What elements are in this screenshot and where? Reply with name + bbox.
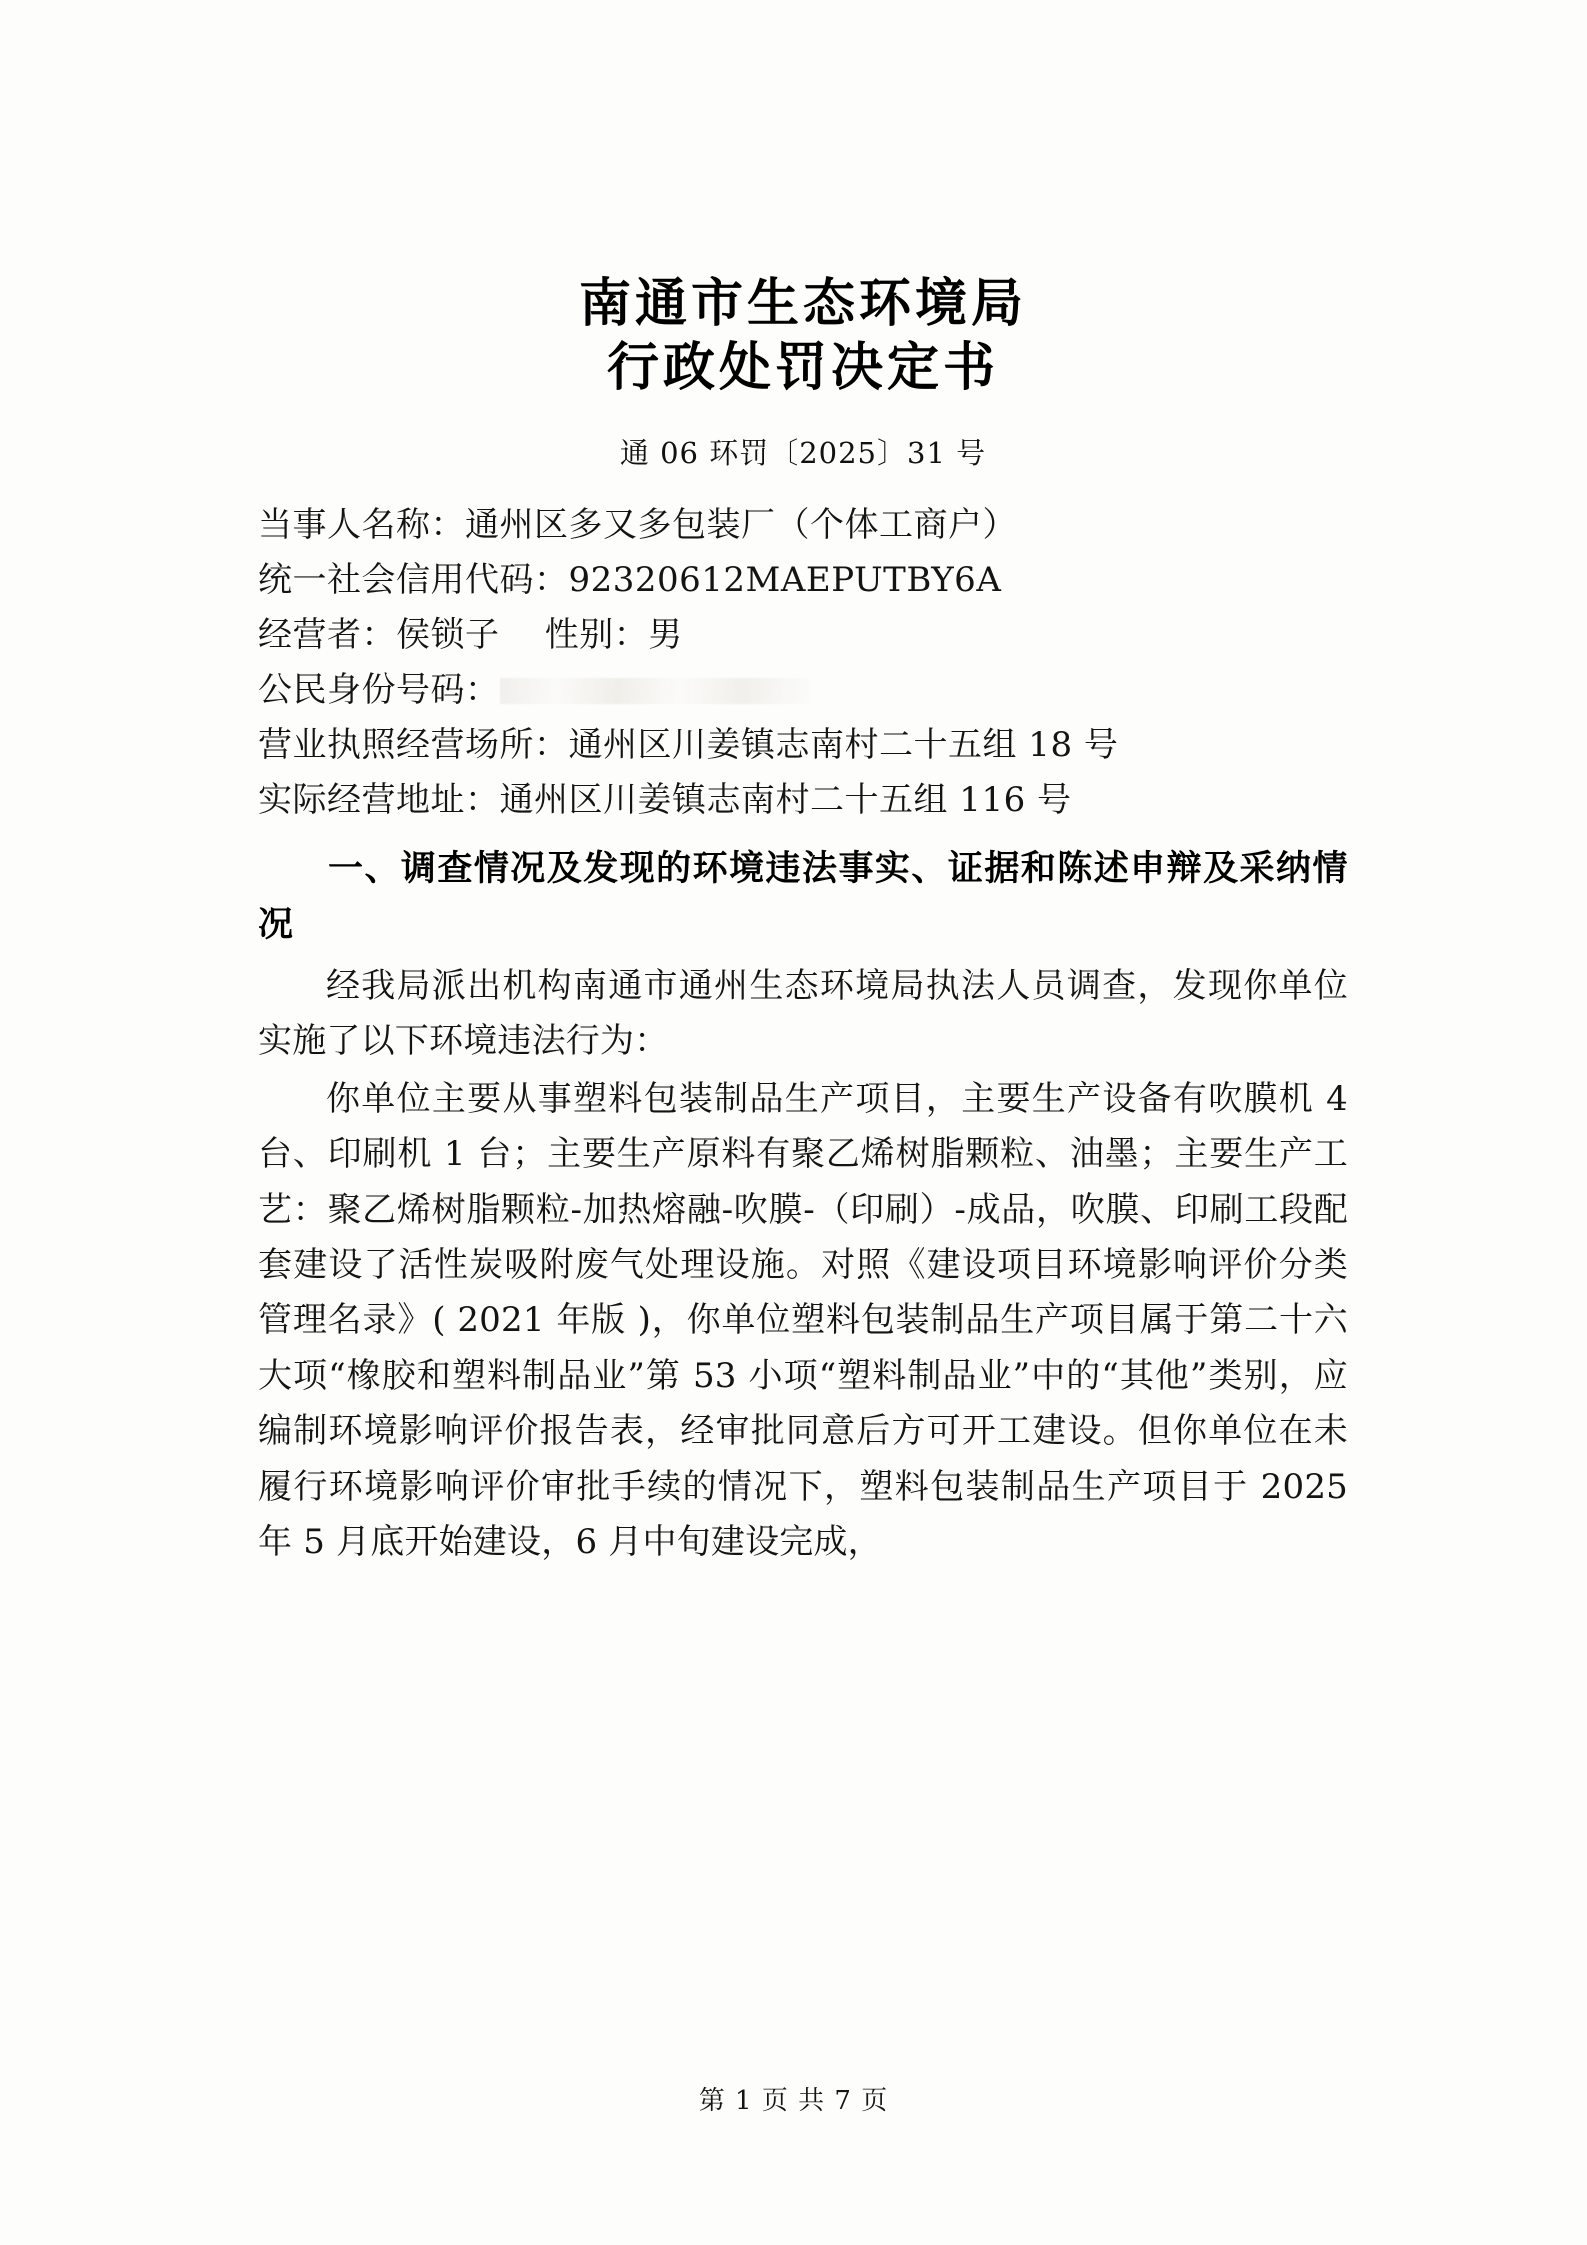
document-title-block xyxy=(258,272,1348,401)
issuer-title: 南通市生态环境局 xyxy=(578,273,1027,334)
page-footer xyxy=(0,2080,1587,2117)
section-one-heading: 一、调查情况及发现的环境违法事实、证据和陈述申辩及采纳情况 xyxy=(258,849,1348,945)
section-one-paragraph-1: 经我局派出机构南通市通州生态环境局执法人员调查，发现你单位实施了以下环境违法行为： xyxy=(258,966,1348,1062)
redacted-id-value xyxy=(500,678,810,704)
party-name-line: 当事人名称：通州区多又多包装厂（个体工商户） xyxy=(258,504,1017,545)
license-address-line: 营业执照经营场所：通州区川姜镇志南村二十五组 18 号 xyxy=(258,725,1119,766)
document-number: 通 06 环罚〔2025〕31 号 xyxy=(619,435,987,470)
section-one-paragraph-2: 你单位主要从事塑料包装制品生产项目，主要生产设备有吹膜机 4 台、印刷机 1 台；主要生产原料有聚乙烯树脂颗粒、油墨；主要生产工艺：聚乙烯树脂颗粒-加热熔融-吹膜-（印刷）-成品，吹膜、印刷工段配套建设了活性炭吸附废气处理设施。对照《建设项目环境影响评价分类管理名录》( 2021 年版 )，你单位塑料包装制品生产项目属于第二十六大项“橡胶和塑料制品业”第 53 小项“塑料制品业”中的“其他”类别，应编制环境影响评价报告表，经审批同意后方可开工建设。但你单位在未履行环境影响评价审批手续的情况下，塑料包装制品生产项目于 2025 年 5 月底开始建设，6 月中旬建设完成， xyxy=(258,1078,1348,1563)
document-content xyxy=(258,0,1348,1570)
document-type-title: 行政处罚决定书 xyxy=(606,337,999,399)
credit-code-line: 统一社会信用代码：92320612MAEPUTBY6A xyxy=(258,560,1002,601)
party-info-block xyxy=(258,498,1348,828)
citizen-id-line xyxy=(258,663,1348,718)
page-indicator: 第 1 页 共 7 页 xyxy=(698,2086,889,2116)
operator-line: 经营者：侯锁子 性别：男 xyxy=(258,615,683,656)
actual-address-line: 实际经营地址：通州区川姜镇志南村二十五组 116 号 xyxy=(258,780,1072,821)
citizen-id-label: 公民身份号码： xyxy=(258,670,500,711)
